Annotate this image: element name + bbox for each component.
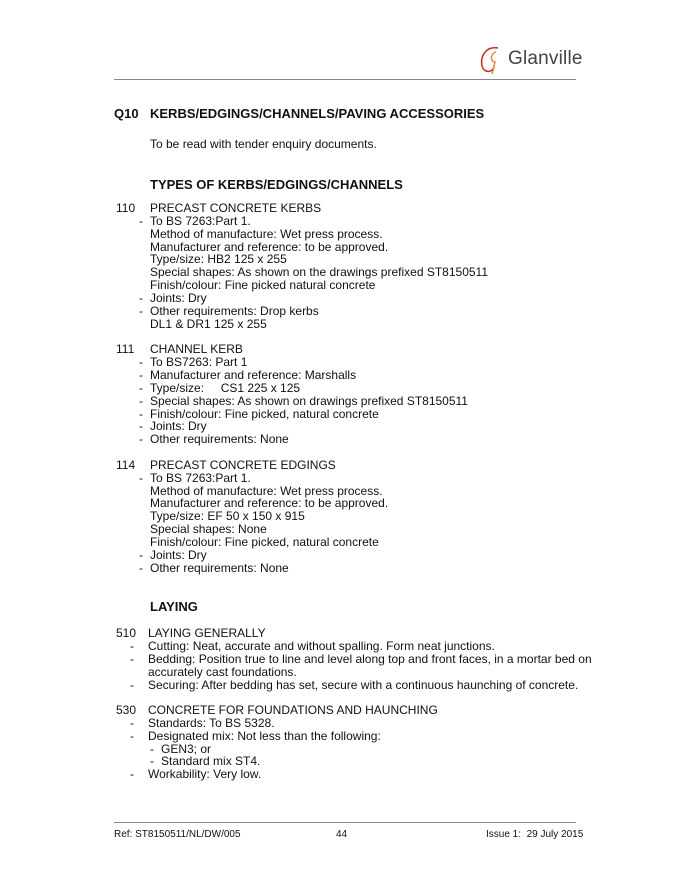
bullet-dash: -: [139, 291, 143, 305]
glanville-logo-icon: [476, 42, 506, 76]
clause-line: Standard mix ST4.: [161, 754, 261, 768]
clause-line: Finish/colour: Fine picked natural concrete: [150, 278, 376, 292]
bullet-dash: -: [139, 407, 143, 421]
clause-line: Finish/colour: Fine picked, natural concrete: [150, 535, 379, 549]
clause-line: Finish/colour: Fine picked, natural concrete: [150, 407, 379, 421]
clause-line: Standards: To BS 5328.: [148, 716, 275, 730]
clause-line: Type/size: HB2 125 x 255: [150, 252, 287, 266]
clause-line: Other requirements: None: [150, 432, 289, 446]
clause-line: Joints: Dry: [150, 419, 207, 433]
clause-line: Method of manufacture: Wet press process.: [150, 484, 383, 498]
section-intro: To be read with tender enquiry documents.: [150, 137, 377, 151]
clause-line: accurately cast foundations.: [148, 665, 297, 679]
bullet-dash: -: [139, 419, 143, 433]
clause-line: Workability: Very low.: [148, 767, 262, 781]
clause-title: CONCRETE FOR FOUNDATIONS AND HAUNCHING: [148, 703, 438, 717]
section-title: KERBS/EDGINGS/CHANNELS/PAVING ACCESSORIES: [150, 106, 485, 121]
subheading-types: TYPES OF KERBS/EDGINGS/CHANNELS: [150, 177, 403, 192]
logo-text: Glanville: [508, 48, 583, 69]
bullet-dash: -: [150, 742, 154, 756]
clause-line: Special shapes: As shown on the drawings prefixed ST8150511: [150, 265, 488, 279]
subheading-laying: LAYING: [150, 599, 198, 614]
bullet-dash: -: [139, 381, 143, 395]
clause-line: Special shapes: As shown on drawings prefixed ST8150511: [150, 394, 468, 408]
section-code: Q10: [114, 106, 139, 121]
clause-line: GEN3; or: [161, 742, 212, 756]
clause-line: Bedding: Position true to line and level along top and front faces, in a mortar bed on: [148, 652, 592, 666]
bullet-dash: -: [130, 652, 134, 666]
clause-line: Manufacturer and reference: to be approved.: [150, 240, 389, 254]
clause-line: To BS7263: Part 1: [150, 355, 248, 369]
footer-reference: Ref: ST8150511/NL/DW/005: [114, 829, 241, 840]
bullet-dash: -: [139, 548, 143, 562]
bullet-dash: -: [139, 394, 143, 408]
company-logo: [476, 42, 583, 76]
clause-number: 510: [116, 626, 137, 640]
bullet-dash: -: [139, 355, 143, 369]
clause-line: Joints: Dry: [150, 291, 207, 305]
clause-line: Joints: Dry: [150, 548, 207, 562]
clause-line: DL1 & DR1 125 x 255: [150, 317, 267, 331]
clause-title: PRECAST CONCRETE KERBS: [150, 201, 322, 215]
section-heading: [114, 106, 484, 121]
bullet-dash: -: [139, 561, 143, 575]
bullet-dash: -: [130, 639, 134, 653]
clause-line: Other requirements: None: [150, 561, 289, 575]
clause-number: 114: [116, 458, 136, 472]
bullet-dash: -: [139, 304, 143, 318]
clause-line: Securing: After bedding has set, secure with a continuous haunching of concrete.: [148, 678, 579, 692]
bullet-dash: -: [130, 729, 134, 743]
bullet-dash: -: [130, 767, 134, 781]
footer-page-number: 44: [336, 829, 348, 840]
clause-line: To BS 7263:Part 1.: [150, 471, 251, 485]
bullet-dash: -: [139, 368, 143, 382]
clause-line: Cutting: Neat, accurate and without spalling. Form neat junctions.: [148, 639, 495, 653]
header-divider: [114, 79, 576, 80]
clause-line: Type/size: CS1 225 x 125: [150, 381, 301, 395]
clause-line: Designated mix: Not less than the following:: [148, 729, 381, 743]
clause-line: Special shapes: None: [150, 522, 267, 536]
clause-line: Method of manufacture: Wet press process.: [150, 227, 383, 241]
clause-title: CHANNEL KERB: [150, 342, 243, 356]
clause-line: Manufacturer and reference: to be approved.: [150, 496, 389, 510]
clause-title: PRECAST CONCRETE EDGINGS: [150, 458, 336, 472]
clause-number: 110: [116, 201, 136, 215]
clause-line: Other requirements: Drop kerbs: [150, 304, 319, 318]
bullet-dash: -: [130, 678, 134, 692]
bullet-dash: -: [130, 716, 134, 730]
bullet-dash: -: [139, 214, 143, 228]
clause-line: Manufacturer and reference: Marshalls: [150, 368, 357, 382]
bullet-dash: -: [150, 754, 154, 768]
footer-divider: [114, 822, 576, 823]
clause-number: 111: [116, 342, 135, 356]
clause-title: LAYING GENERALLY: [148, 626, 266, 640]
bullet-dash: -: [139, 471, 143, 485]
clause-line: To BS 7263:Part 1.: [150, 214, 251, 228]
clause-line: Type/size: EF 50 x 150 x 915: [150, 509, 305, 523]
footer-issue: Issue 1: 29 July 2015: [486, 829, 584, 840]
clause-number: 530: [116, 703, 137, 717]
bullet-dash: -: [139, 432, 143, 446]
